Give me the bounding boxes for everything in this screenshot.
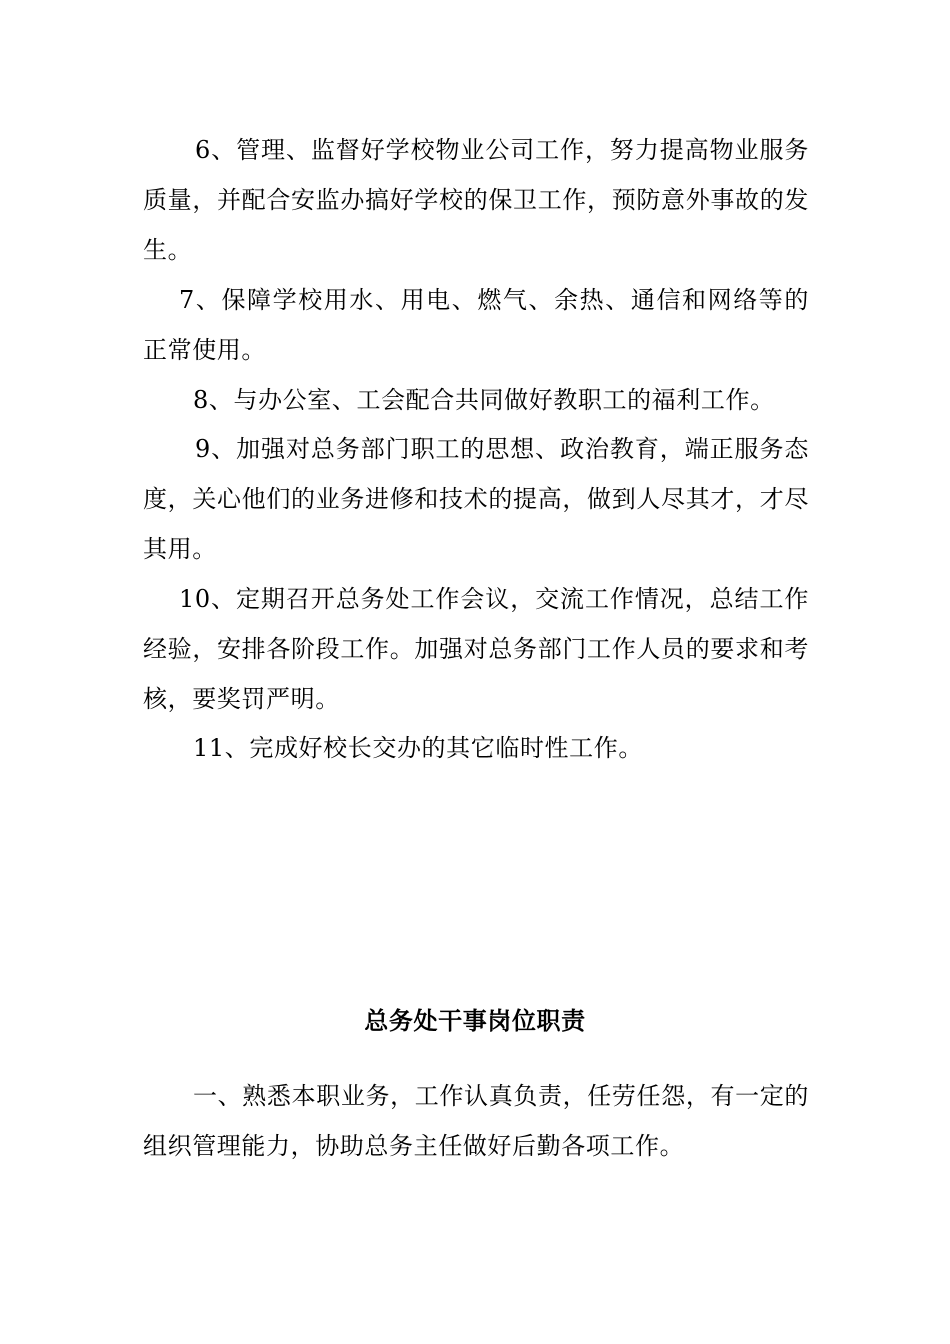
clerk-duty-item-1: 一、熟悉本职业务，工作认真负责，任劳任怨，有一定的组织管理能力，协助总务主任做好后勤各项工作。: [143, 1082, 809, 1160]
duty-item-6: 6、管理、监督好学校物业公司工作，努力提高物业服务质量，并配合安监办搞好学校的保卫工作，预防意外事故的发生。: [143, 136, 809, 264]
duty-item-11: 11、完成好校长交办的其它临时性工作。: [193, 734, 643, 762]
duty-item-8: 8、与办公室、工会配合共同做好教职工的福利工作。: [193, 386, 775, 414]
section-title: 总务处干事岗位职责: [364, 1006, 586, 1035]
duty-item-9: 9、加强对总务部门职工的思想、政治教育，端正服务态度，关心他们的业务进修和技术的提高，做到人尽其才，才尽其用。: [143, 435, 809, 563]
duty-item-10: 10、定期召开总务处工作会议，交流工作情况，总结工作经验，安排各阶段工作。加强对总务部门工作人员的要求和考核，要奖罚严明。: [143, 585, 809, 713]
duty-item-7: 7、保障学校用水、用电、燃气、余热、通信和网络等的正常使用。: [143, 286, 809, 364]
